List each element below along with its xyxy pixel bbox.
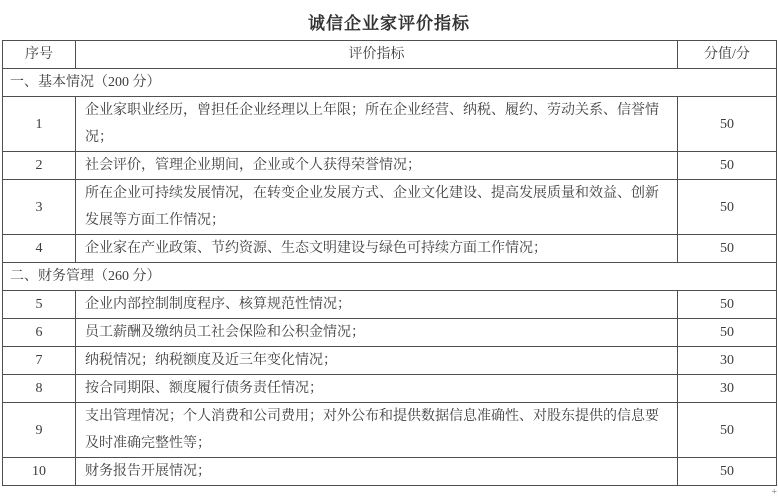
row-number: 10 xyxy=(3,458,76,486)
row-score: 50 xyxy=(678,180,777,235)
row-score: 50 xyxy=(678,97,777,152)
header-number: 序号 xyxy=(3,41,76,69)
row-number: 9 xyxy=(3,403,76,458)
table-row xyxy=(3,180,777,235)
table-body xyxy=(3,69,777,486)
row-score: 50 xyxy=(678,458,777,486)
header-indicator: 评价指标 xyxy=(76,41,678,69)
row-number: 2 xyxy=(3,152,76,180)
paragraph-mark: + xyxy=(771,487,777,498)
row-number: 7 xyxy=(3,347,76,375)
section-label: 二、财务管理（260 分） xyxy=(3,263,777,291)
row-score: 50 xyxy=(678,319,777,347)
page-title: 诚信企业家评价指标 xyxy=(308,14,470,33)
header-score: 分值/分 xyxy=(678,41,777,69)
table-header-row xyxy=(3,41,777,69)
section-header-row xyxy=(3,263,777,291)
row-indicator: 社会评价，管理企业期间，企业或个人获得荣誉情况； xyxy=(76,152,678,180)
row-indicator: 按合同期限、额度履行债务责任情况； xyxy=(76,375,678,403)
table-row xyxy=(3,319,777,347)
table-row xyxy=(3,403,777,458)
row-indicator: 支出管理情况；个人消费和公司费用；对外公布和提供数据信息准确性、对股东提供的信息要及时准确完整性等； xyxy=(76,403,678,458)
row-score: 50 xyxy=(678,152,777,180)
row-indicator: 所在企业可持续发展情况，在转变企业发展方式、企业文化建设、提高发展质量和效益、创新发展等方面工作情况； xyxy=(76,180,678,235)
row-indicator: 企业内部控制制度程序、核算规范性情况； xyxy=(76,291,678,319)
row-number: 4 xyxy=(3,235,76,263)
table-row xyxy=(3,97,777,152)
row-indicator: 纳税情况；纳税额度及近三年变化情况； xyxy=(76,347,678,375)
evaluation-table xyxy=(2,40,777,486)
row-score: 50 xyxy=(678,235,777,263)
row-score: 30 xyxy=(678,375,777,403)
table-row xyxy=(3,375,777,403)
row-indicator: 企业家职业经历，曾担任企业经理以上年限；所在企业经营、纳税、履约、劳动关系、信誉情况； xyxy=(76,97,678,152)
row-number: 1 xyxy=(3,97,76,152)
table-row xyxy=(3,235,777,263)
row-indicator: 企业家在产业政策、节约资源、生态文明建设与绿色可持续方面工作情况； xyxy=(76,235,678,263)
row-score: 30 xyxy=(678,347,777,375)
table-row xyxy=(3,152,777,180)
section-header-row xyxy=(3,69,777,97)
table-row xyxy=(3,458,777,486)
row-number: 8 xyxy=(3,375,76,403)
row-indicator: 财务报告开展情况； xyxy=(76,458,678,486)
section-label: 一、基本情况（200 分） xyxy=(3,69,777,97)
row-number: 6 xyxy=(3,319,76,347)
row-score: 50 xyxy=(678,403,777,458)
row-indicator: 员工薪酬及缴纳员工社会保险和公积金情况； xyxy=(76,319,678,347)
table-row xyxy=(3,291,777,319)
row-number: 5 xyxy=(3,291,76,319)
row-score: 50 xyxy=(678,291,777,319)
table-row xyxy=(3,347,777,375)
row-number: 3 xyxy=(3,180,76,235)
